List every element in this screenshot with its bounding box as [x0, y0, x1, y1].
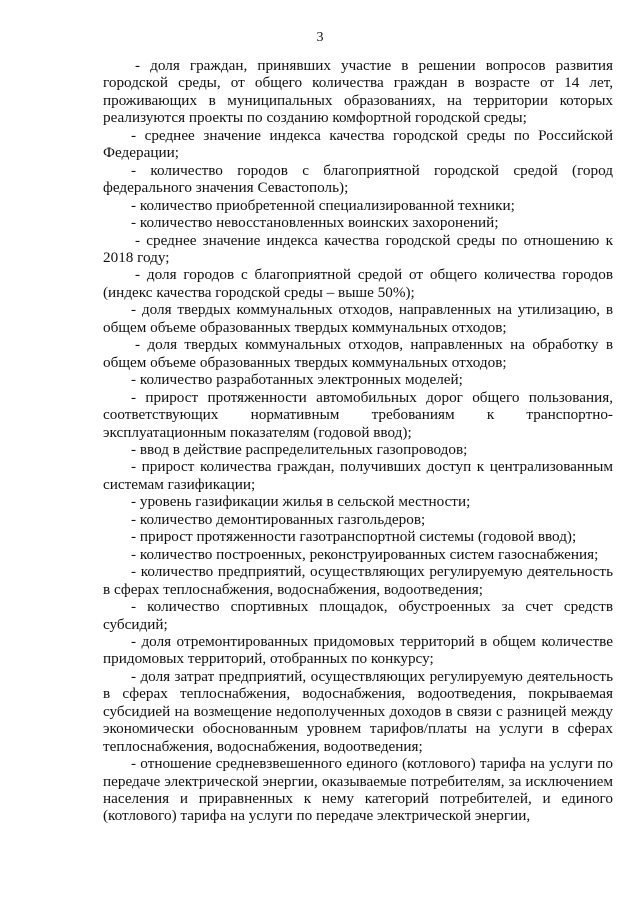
list-item: - доля твердых коммунальных отходов, направленных на утилизацию, в общем объеме образованных твердых коммунальных отходов;: [103, 301, 613, 336]
list-item: - количество спортивных площадок, обустроенных за счет средств субсидий;: [103, 598, 613, 633]
list-item: - прирост протяженности автомобильных дорог общего пользования, соответствующих нормативным требованиям к транспортно-эксплуатационным показателям (годовой ввод);: [103, 388, 613, 441]
list-item: - количество разработанных электронных моделей;: [131, 371, 463, 389]
list-item: - уровень газификации жилья в сельской местности;: [131, 493, 471, 511]
list-item: - количество приобретенной специализированной техники;: [131, 196, 515, 214]
list-item: - доля затрат предприятий, осуществляющих регулируемую деятельность в сферах теплоснабжения, водоснабжения, водоотведения, покрываемая субсидией на возмещение недополученных доходов в связи с разницей между экономически обоснованным уровнем тарифов/платы на услуги в сферах теплоснабжения, водоснабжения, водоотведения;: [103, 667, 613, 755]
list-item: - отношение средневзвешенного единого (котлового) тарифа на услуги по передаче электрической энергии, оказываемые потребителям, за исключением населения и приравненных к нему категорий потребителей, и единого (котлового) тарифа на услуги по передаче электрической энергии,: [103, 755, 613, 825]
indicator-list: [103, 57, 613, 825]
list-item: - среднее значение индекса качества городской среды по Российской Федерации;: [103, 126, 613, 162]
list-item: - доля отремонтированных придомовых территорий в общем количестве придомовых территорий, отобранных по конкурсу;: [103, 632, 613, 668]
list-item: - количество демонтированных газгольдеров;: [131, 510, 426, 528]
list-item: - прирост количества граждан, получивших доступ к централизованным системам газификации;: [103, 458, 613, 493]
list-item: - прирост протяженности газотранспортной системы (годовой ввод);: [131, 528, 577, 546]
list-item: - количество невосстановленных воинских захоронений;: [131, 214, 499, 232]
list-item: - количество предприятий, осуществляющих регулируемую деятельность в сферах теплоснабжения, водоснабжения, водоотведения;: [103, 563, 613, 598]
page-number: 3: [316, 30, 324, 45]
list-item: - доля городов с благоприятной средой от общего количества городов (индекс качества городской среды – выше 50%);: [103, 266, 613, 301]
list-item: - количество построенных, реконструированных систем газоснабжения;: [131, 545, 599, 563]
list-item: - доля граждан, принявших участие в решении вопросов развития городской среды, от общего количества граждан в возрасте от 14 лет, проживающих в муниципальных образованиях, на территории которых реализуются проекты по созданию комфортной городской среды;: [103, 57, 613, 127]
list-item: - количество городов с благоприятной городской средой (город федерального значения Севастополь);: [103, 161, 613, 197]
list-item: - среднее значение индекса качества городской среды по отношению к 2018 году;: [103, 231, 613, 266]
list-item: - ввод в действие распределительных газопроводов;: [131, 440, 468, 458]
list-item: - доля твердых коммунальных отходов, направленных на обработку в общем объеме образованных твердых коммунальных отходов;: [103, 336, 613, 371]
